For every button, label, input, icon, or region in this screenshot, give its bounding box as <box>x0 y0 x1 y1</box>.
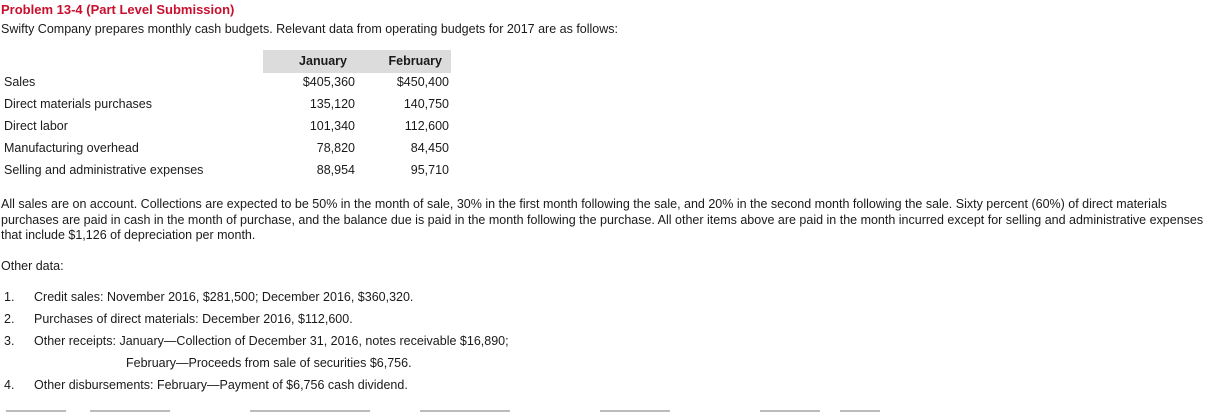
collection-terms-paragraph: All sales are on account. Collections are expected to be 50% in the month of sale, 30% in the first month following the sale, and 20% in the second month following the sale. Sixty percent (60%) of direct materials purchases are paid in cash in the month of purchase, and the balance due is paid in the month following the purchase. All other items above are paid in the month incurred except for selling and administrative expenses that include $1,126 of depreciation per month. <box>1 197 1204 242</box>
list-item-text: Other disbursements: February—Payment of $6,756 cash dividend. <box>34 378 408 392</box>
february-value: 140,750 <box>403 97 449 111</box>
list-item-text: Other receipts: January—Collection of December 31, 2016, notes receivable $16,890; <box>34 334 509 348</box>
list-item-number: 3. <box>4 334 15 348</box>
cropped-text-line <box>0 410 1213 416</box>
table-row <box>0 72 460 94</box>
january-value: 88,954 <box>316 163 355 177</box>
table-row <box>0 160 460 182</box>
other-data-heading: Other data: <box>1 259 64 273</box>
list-item-number: 2. <box>4 312 15 326</box>
problem-title: Problem 13-4 (Part Level Submission) <box>1 2 235 17</box>
table-row <box>0 116 460 138</box>
row-label: Direct materials purchases <box>4 97 152 111</box>
row-label: Manufacturing overhead <box>4 141 139 155</box>
list-item-number: 1. <box>4 290 15 304</box>
january-value: 101,340 <box>309 119 355 133</box>
row-label: Direct labor <box>4 119 68 133</box>
list-item-number: 4. <box>4 378 15 392</box>
february-value: 95,710 <box>410 163 449 177</box>
list-item-continuation-text: February—Proceeds from sale of securities $6,756. <box>126 356 412 370</box>
february-value: 84,450 <box>410 141 449 155</box>
row-label: Sales <box>4 75 36 89</box>
january-value: 78,820 <box>316 141 355 155</box>
february-value: 112,600 <box>404 119 449 133</box>
problem-intro: Swifty Company prepares monthly cash budgets. Relevant data from operating budgets for 2017 are as follows: <box>1 22 619 36</box>
list-item-continuation <box>126 356 412 370</box>
list-item-text: Credit sales: November 2016, $281,500; December 2016, $360,320. <box>34 290 414 304</box>
row-label: Selling and administrative expenses <box>4 163 204 177</box>
january-value: $405,360 <box>302 75 355 89</box>
column-header-january: January <box>299 54 347 68</box>
table-row <box>0 94 460 116</box>
february-value: $450,400 <box>396 75 449 89</box>
table-row <box>0 138 460 160</box>
column-header-february: February <box>388 54 442 68</box>
list-item-text: Purchases of direct materials: December 2016, $112,600. <box>34 312 353 326</box>
january-value: 135,120 <box>309 97 355 111</box>
